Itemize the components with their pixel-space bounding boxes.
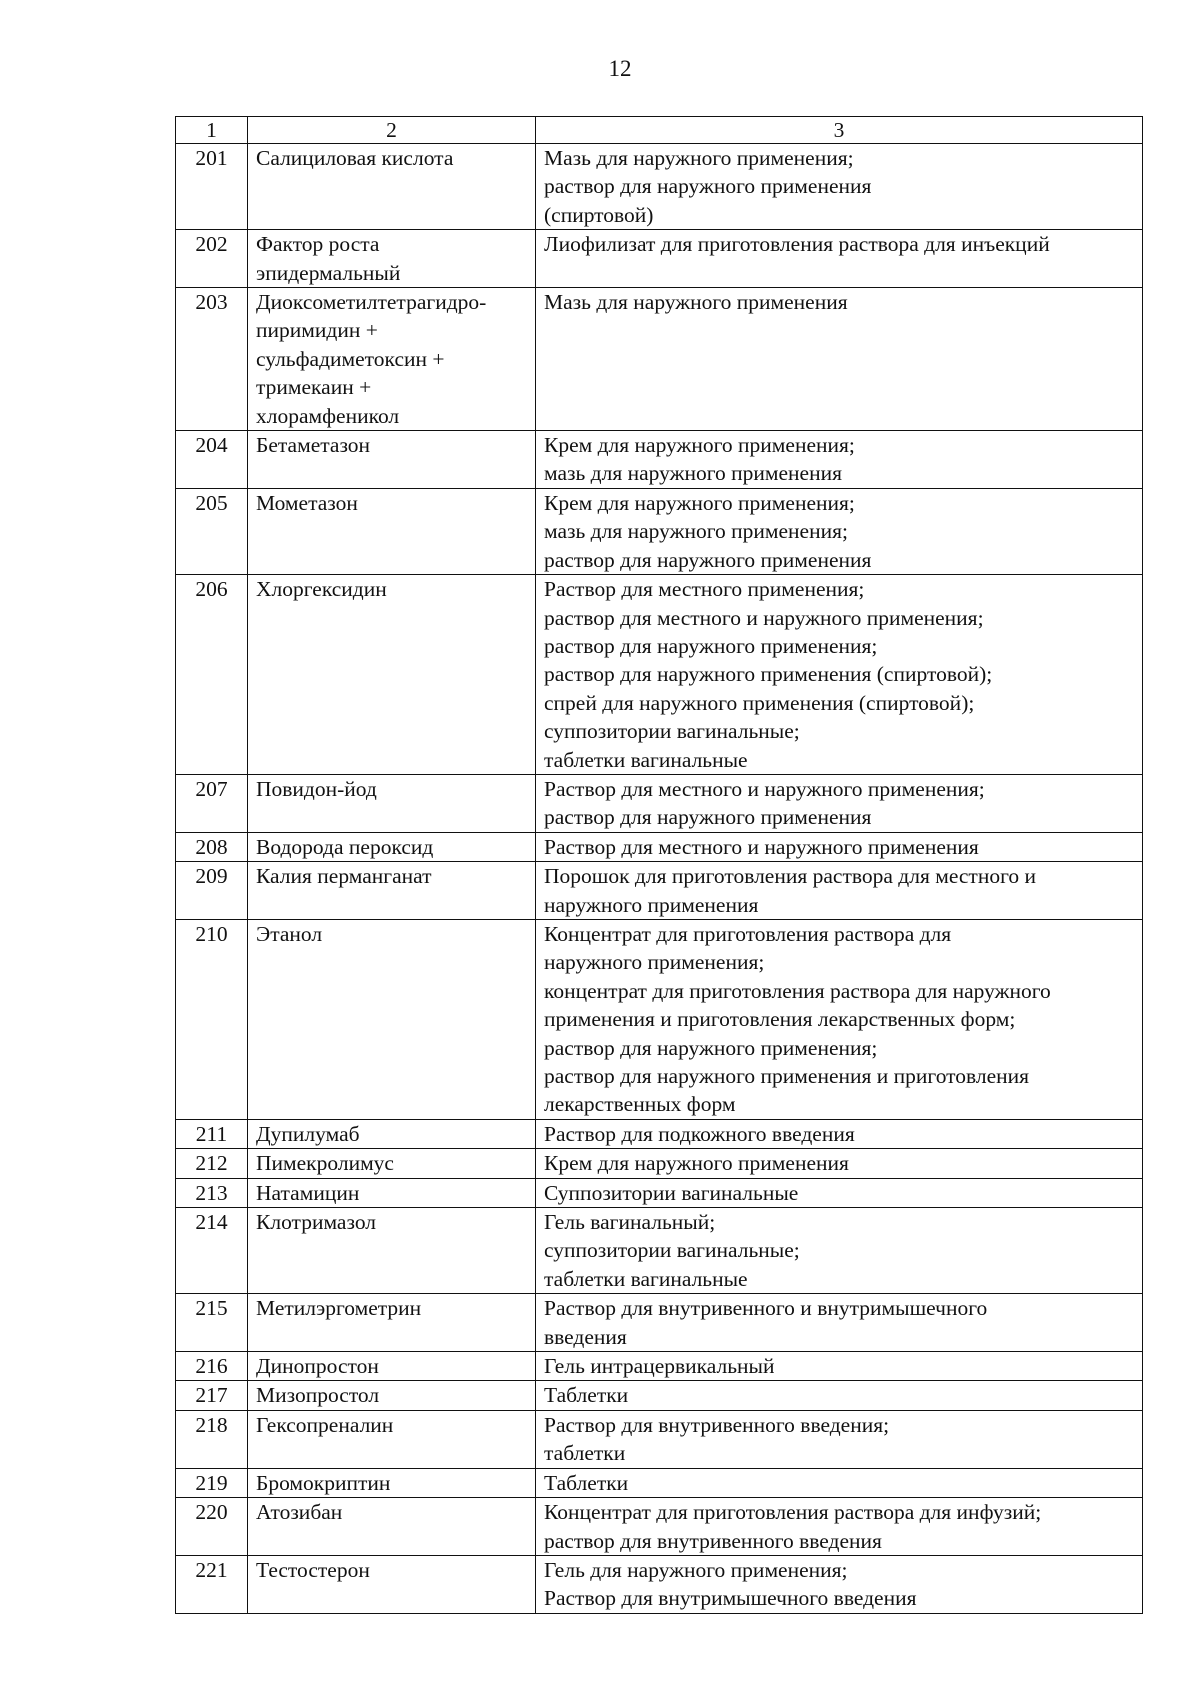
dosage-form-line: Таблетки [544,1383,629,1408]
table-row [176,1149,1143,1178]
dosage-form-line: раствор для наружного применения (спиртовой); [544,662,993,687]
drug-name-cell [248,1410,536,1468]
row-number-cell: 212 [176,1149,248,1178]
drug-name-line: Бромокриптин [256,1470,391,1495]
dosage-form-line: применения и приготовления лекарственных форм; [544,1007,1016,1032]
dosage-form-line: суппозитории вагинальные; [544,1238,800,1263]
drug-name-cell [248,230,536,288]
drug-name-line: сульфадиметоксин + [256,346,445,371]
drug-name-cell [248,919,536,1119]
dosage-form-line: Крем для наружного применения; [544,433,855,458]
drug-name-line: Водорода пероксид [256,834,434,859]
dosage-form-cell [536,288,1143,431]
row-number-cell: 219 [176,1468,248,1497]
row-number-cell: 218 [176,1410,248,1468]
drug-name-cell [248,1208,536,1294]
page-number: 12 [608,56,632,81]
dosage-form-line: Мазь для наружного применения [544,290,848,315]
row-number-cell: 202 [176,230,248,288]
drug-name-cell [248,144,536,230]
drug-name-line: Мометазон [256,490,358,515]
row-number-cell: 204 [176,431,248,489]
dosage-form-line: наружного применения; [544,950,765,975]
dosage-form-cell [536,832,1143,861]
drug-name-line: Атозибан [256,1500,343,1525]
row-number-cell: 216 [176,1352,248,1381]
dosage-form-cell [536,144,1143,230]
drug-name-line: Калия перманганат [256,864,432,889]
dosage-form-cell [536,1468,1143,1497]
table-row [176,862,1143,920]
dosage-form-line: мазь для наружного применения [544,461,842,486]
dosage-form-line: Раствор для местного применения; [544,577,865,602]
drug-name-cell [248,1352,536,1381]
table-row [176,1381,1143,1410]
dosage-form-cell [536,488,1143,574]
drug-name-line: Мизопростол [256,1383,380,1408]
table-row [176,1119,1143,1148]
row-number-cell: 206 [176,575,248,775]
drug-name-line: Натамицин [256,1180,360,1205]
row-number-cell: 213 [176,1178,248,1207]
table-row [176,774,1143,832]
dosage-form-line: Суппозитории вагинальные [544,1180,799,1205]
dosage-form-cell [536,1178,1143,1207]
dosage-form-line: таблетки вагинальные [544,1266,748,1291]
dosage-form-line: раствор для наружного применения [544,547,872,572]
dosage-form-line: Раствор для местного и наружного применения; [544,776,985,801]
table-row [176,488,1143,574]
dosage-form-cell [536,1555,1143,1613]
drug-name-line: Повидон-йод [256,776,377,801]
dosage-form-line: Раствор для подкожного введения [544,1121,855,1146]
drug-name-line: Этанол [256,921,323,946]
drug-name-line: Диоксометилтетрагидро- [256,290,487,315]
drug-name-cell [248,862,536,920]
row-number-cell: 209 [176,862,248,920]
table-row [176,1352,1143,1381]
row-number-cell: 211 [176,1119,248,1148]
drug-name-line: Тестостерон [256,1557,370,1582]
drug-name-cell [248,431,536,489]
dosage-form-line: мазь для наружного применения; [544,519,848,544]
drug-name-cell [248,575,536,775]
drug-name-cell [248,1468,536,1497]
dosage-form-line: Мазь для наружного применения; [544,146,854,170]
drug-name-line: хлорамфеникол [256,403,400,428]
row-number-cell: 210 [176,919,248,1119]
drug-name-cell [248,1381,536,1410]
table-body [176,117,1143,1614]
dosage-form-line: Раствор для местного и наружного применения [544,834,979,859]
header-cell-number: 1 [176,117,248,144]
dosage-form-line: лекарственных форм [544,1092,736,1117]
row-number-cell: 208 [176,832,248,861]
drug-name-line: Фактор роста [256,232,380,257]
row-number-cell: 215 [176,1294,248,1352]
table-row [176,431,1143,489]
dosage-form-line: введения [544,1324,627,1349]
dosage-form-line: концентрат для приготовления раствора для наружного [544,978,1051,1003]
row-number-cell: 205 [176,488,248,574]
dosage-form-line: суппозитории вагинальные; [544,719,800,744]
table-row [176,230,1143,288]
drug-name-line: эпидермальный [256,260,401,285]
dosage-form-cell [536,431,1143,489]
drug-table [175,116,1143,1614]
drug-name-cell [248,832,536,861]
table-row [176,144,1143,230]
dosage-form-line: раствор для наружного применения и приготовления [544,1064,1030,1088]
drug-name-line: Метилэргометрин [256,1296,422,1321]
dosage-form-line: раствор для наружного применения [544,805,872,830]
table-row [176,1294,1143,1352]
dosage-form-line: наружного применения [544,892,759,917]
table-row [176,832,1143,861]
dosage-form-cell [536,1149,1143,1178]
dosage-form-line: (спиртовой) [544,202,654,227]
drug-name-cell [248,488,536,574]
table-row [176,1498,1143,1556]
drug-name-line: пиримидин + [256,318,378,343]
table-row [176,288,1143,431]
table-row [176,919,1143,1119]
table-row [176,575,1143,775]
dosage-form-line: Лиофилизат для приготовления раствора для инъекций [544,232,1050,257]
dosage-form-line: Гель для наружного применения; [544,1557,848,1582]
dosage-form-cell [536,1410,1143,1468]
dosage-form-cell [536,575,1143,775]
drug-name-line: Клотримазол [256,1210,377,1235]
drug-name-line: Пимекролимус [256,1151,394,1176]
drug-name-cell [248,1149,536,1178]
dosage-form-line: Крем для наружного применения [544,1151,849,1176]
drug-name-cell [248,1178,536,1207]
dosage-form-line: спрей для наружного применения (спиртовой); [544,690,975,715]
dosage-form-cell [536,774,1143,832]
row-number-cell: 214 [176,1208,248,1294]
row-number-cell: 201 [176,144,248,230]
header-cell-name: 2 [248,117,536,144]
row-number-cell: 220 [176,1498,248,1556]
dosage-form-line: Крем для наружного применения; [544,490,855,515]
drug-name-line: Гексопреналин [256,1412,394,1437]
dosage-form-cell [536,1119,1143,1148]
dosage-form-line: раствор для наружного применения; [544,633,878,658]
dosage-form-cell [536,230,1143,288]
table-row [176,1468,1143,1497]
dosage-form-line: Раствор для внутримышечного введения [544,1586,917,1611]
dosage-form-line: Гель вагинальный; [544,1210,716,1235]
row-number-cell: 207 [176,774,248,832]
dosage-form-line: Порошок для приготовления раствора для местного и [544,864,1037,889]
dosage-form-line: Концентрат для приготовления раствора для инфузий; [544,1500,1042,1525]
dosage-form-cell [536,919,1143,1119]
drug-name-line: Салициловая кислота [256,146,454,170]
dosage-form-cell [536,1294,1143,1352]
dosage-form-line: раствор для местного и наружного применения; [544,605,984,630]
row-number-cell: 203 [176,288,248,431]
row-number-cell: 221 [176,1555,248,1613]
dosage-form-line: раствор для наружного применения [544,174,872,199]
drug-name-line: Бетаметазон [256,433,371,458]
dosage-form-cell [536,1352,1143,1381]
dosage-form-line: Раствор для внутривенного введения; [544,1412,890,1437]
drug-name-cell [248,1294,536,1352]
drug-name-cell [248,1498,536,1556]
dosage-form-line: Таблетки [544,1470,629,1495]
dosage-form-cell [536,862,1143,920]
dosage-form-cell [536,1381,1143,1410]
dosage-form-line: раствор для внутривенного введения [544,1528,882,1553]
dosage-form-line: Концентрат для приготовления раствора для [544,921,952,946]
table-header-row [176,117,1143,144]
drug-name-line: Дупилумаб [256,1121,360,1146]
table-row [176,1410,1143,1468]
dosage-form-cell [536,1498,1143,1556]
drug-name-cell [248,1119,536,1148]
drug-name-cell [248,288,536,431]
row-number-cell: 217 [176,1381,248,1410]
header-cell-form: 3 [536,117,1143,144]
drug-name-line: Хлоргексидин [256,577,387,602]
dosage-form-line: Раствор для внутривенного и внутримышечного [544,1296,988,1321]
drug-name-cell [248,1555,536,1613]
table-row [176,1555,1143,1613]
dosage-form-line: таблетки [544,1441,626,1466]
dosage-form-line: таблетки вагинальные [544,747,748,772]
dosage-form-cell [536,1208,1143,1294]
table-row [176,1208,1143,1294]
drug-name-line: Динопростон [256,1354,379,1379]
drug-name-cell [248,774,536,832]
dosage-form-line: раствор для наружного применения; [544,1035,878,1060]
drug-name-line: тримекаин + [256,375,372,400]
dosage-form-line: Гель интрацервикальный [544,1354,775,1379]
table-row [176,1178,1143,1207]
